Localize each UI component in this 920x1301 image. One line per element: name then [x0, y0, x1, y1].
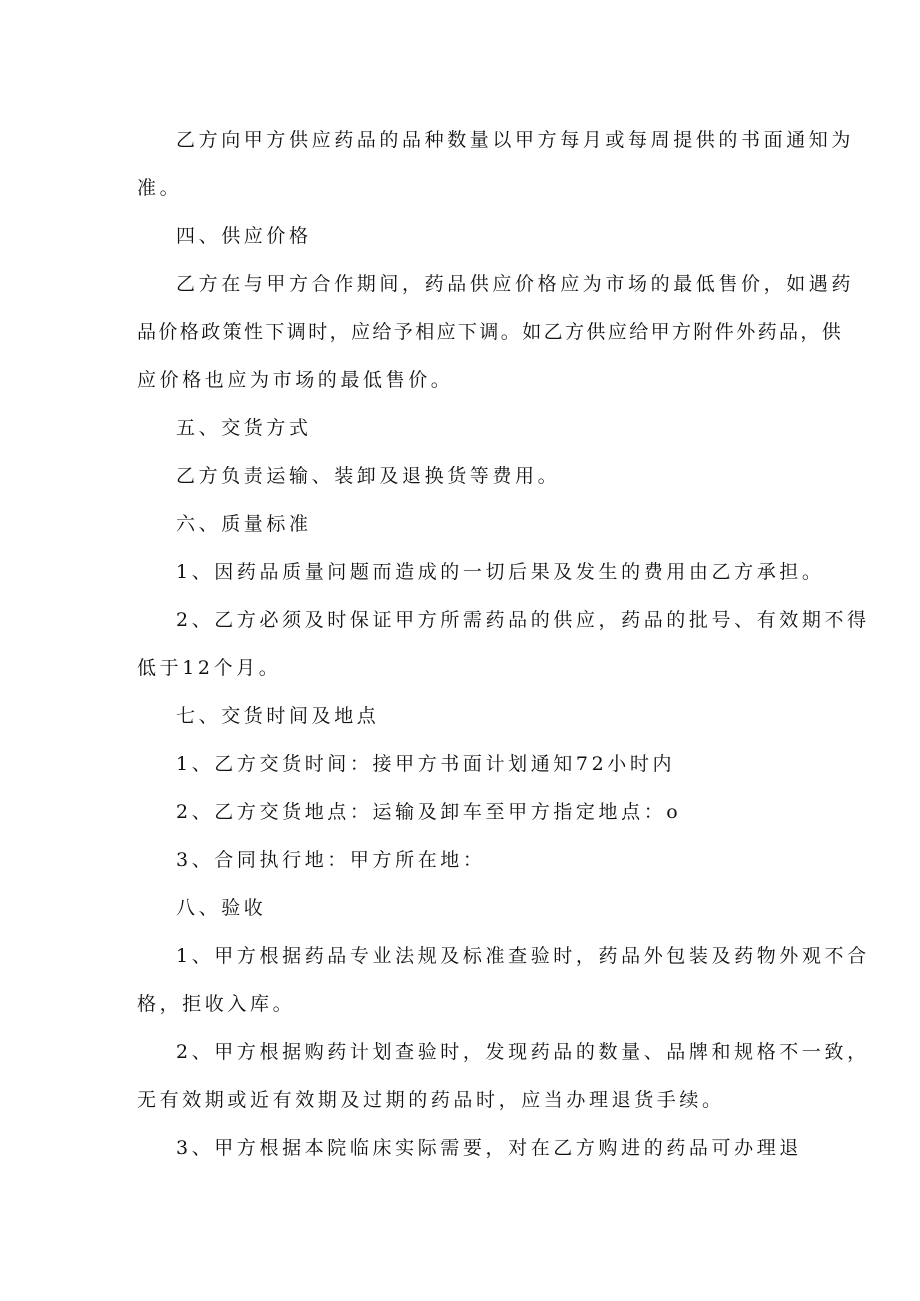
section-heading-acceptance: 八、验收 [176, 897, 267, 919]
section-heading-pricing: 四、供应价格 [176, 225, 312, 247]
paragraph-line: 乙方在与甲方合作期间，药品供应价格应为市场的最低售价，如遇药 [176, 273, 855, 295]
paragraph-line: 3、甲方根据本院临床实际需要，对在乙方购进的药品可办理退 [176, 1137, 802, 1159]
paragraph-line: 无有效期或近有效期及过期的药品时，应当办理退货手续。 [137, 1089, 725, 1111]
paragraph-line: 品价格政策性下调时，应给予相应下调。如乙方供应给甲方附件外药品，供 [137, 321, 844, 343]
paragraph-line: 乙方负责运输、装卸及退换货等费用。 [176, 465, 561, 487]
paragraph-line: 格，拒收入库。 [137, 993, 296, 1015]
section-heading-delivery-time-place: 七、交货时间及地点 [176, 705, 380, 727]
paragraph-line: 1、甲方根据药品专业法规及标准查验时，药品外包装及药物外观不合 [176, 945, 870, 967]
paragraph-line: 低于12个月。 [137, 657, 282, 679]
paragraph-line: 3、合同执行地：甲方所在地： [176, 849, 486, 871]
paragraph-line: 2、甲方根据购药计划查验时，发现药品的数量、品牌和规格不一致， [176, 1041, 870, 1063]
section-heading-delivery-method: 五、交货方式 [176, 417, 312, 439]
paragraph-line: 乙方向甲方供应药品的品种数量以甲方每月或每周提供的书面通知为 [176, 129, 855, 151]
section-heading-quality: 六、质量标准 [176, 513, 312, 535]
paragraph-line: 2、乙方交货地点：运输及卸车至甲方指定地点：o [176, 801, 682, 823]
paragraph-line: 2、乙方必须及时保证甲方所需药品的供应，药品的批号、有效期不得 [176, 609, 870, 631]
paragraph-line: 1、乙方交货时间：接甲方书面计划通知72小时内 [176, 753, 676, 775]
paragraph-line: 准。 [137, 177, 183, 199]
paragraph-line: 1、因药品质量问题而造成的一切后果及发生的费用由乙方承担。 [176, 561, 825, 583]
paragraph-line: 应价格也应为市场的最低售价。 [137, 369, 454, 391]
